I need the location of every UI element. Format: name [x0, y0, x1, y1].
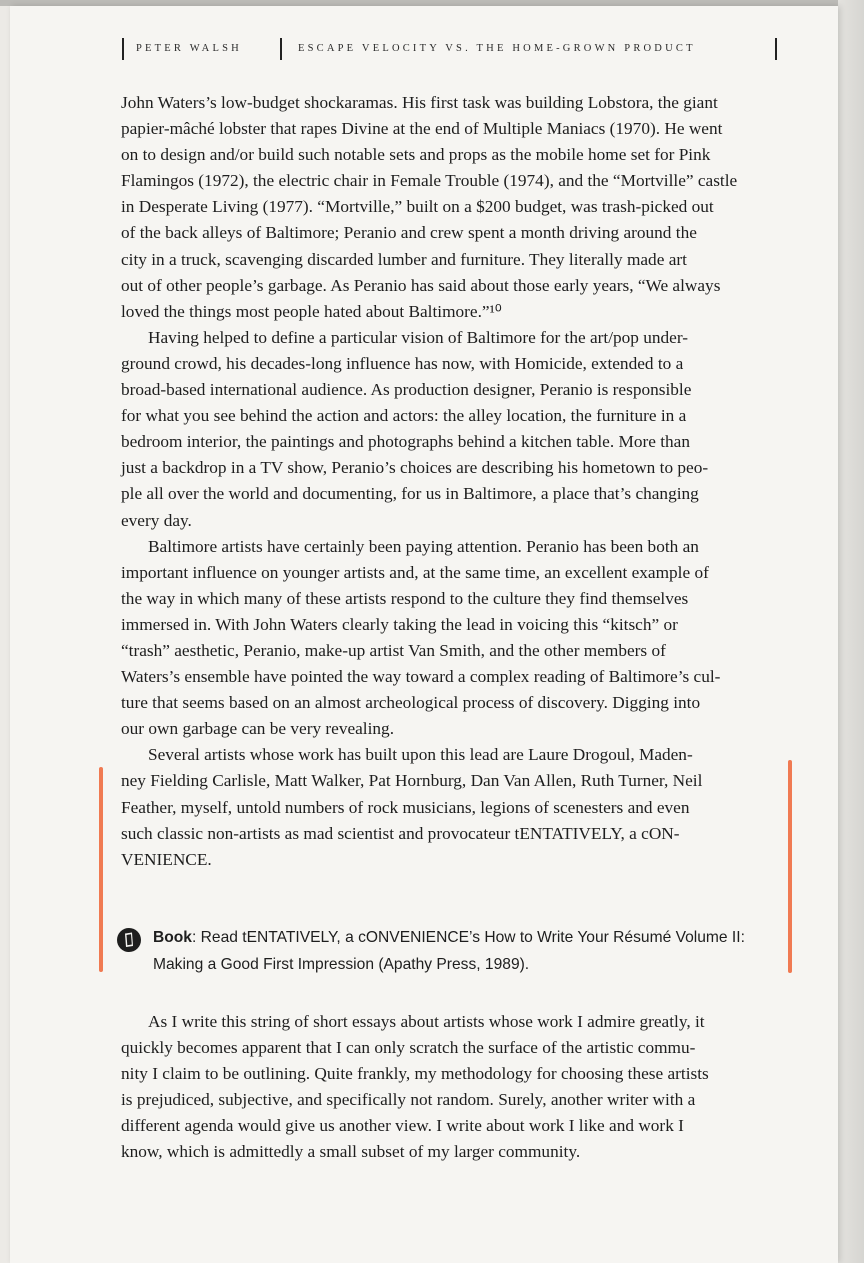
paragraph-2	[121, 325, 784, 534]
text-line: for what you see behind the action and actors: the alley location, the furniture in a	[121, 406, 687, 426]
text-line: broad-based international audience. As production designer, Peranio is responsible	[121, 380, 692, 400]
paragraph-4	[121, 742, 784, 872]
text-line: VENIENCE.	[121, 849, 212, 869]
text-line: of the back alleys of Baltimore; Peranio and crew spent a month driving around the	[121, 223, 697, 243]
text-line: Waters’s ensemble have pointed the way toward a complex reading of Baltimore’s cul-	[121, 667, 721, 687]
book-text-line-1: : Read tENTATIVELY, a cONVENIENCE’s How to Write Your Résumé Volume II:	[191, 929, 745, 946]
text-line: important influence on younger artists and, at the same time, an excellent example of	[121, 562, 709, 582]
text-line: out of other people’s garbage. As Peranio has said about those early years, “We always	[121, 275, 721, 295]
closing-paragraph	[121, 1009, 784, 1166]
text-line: city in a truck, scavenging discarded lumber and furniture. They literally made art	[121, 249, 687, 269]
text-line: As I write this string of short essays about artists whose work I admire greatly, it	[148, 1012, 705, 1031]
text-line: know, which is admittedly a small subset of my larger community.	[121, 1142, 581, 1162]
highlighter-mark-left	[99, 767, 103, 972]
text-line: papier-mâché lobster that rapes Divine at the end of Multiple Maniacs (1970). He went	[121, 119, 723, 139]
text-line: our own garbage can be very revealing.	[121, 719, 395, 739]
text-line: ground crowd, his decades-long influence has now, with Homicide, extended to a	[121, 353, 684, 373]
text-line: nity I claim to be outlining. Quite frankly, my methodology for choosing these artists	[121, 1064, 709, 1084]
book-label: Book	[153, 929, 192, 946]
text-line: Several artists whose work has built upon this lead are Laure Drogoul, Maden-	[148, 745, 693, 765]
text-line: ple all over the world and documenting, for us in Baltimore, a place that’s changing	[121, 484, 699, 504]
text-line: on to design and/or build such notable sets and props as the mobile home set for Pink	[121, 145, 711, 165]
running-head-rule-middle	[280, 38, 282, 60]
text-line: in Desperate Living (1977). “Mortville,” built on a $200 budget, was trash-picked out	[121, 197, 714, 217]
highlighter-mark-right	[788, 760, 792, 973]
body-text	[121, 90, 784, 873]
text-line: Flamingos (1972), the electric chair in Female Trouble (1974), and the “Mortville” castle	[121, 171, 738, 191]
book-text-line-2: Making a Good First Impression (Apathy Press, 1989).	[153, 956, 530, 973]
text-line: every day.	[121, 510, 192, 530]
text-line: Having helped to define a particular vision of Baltimore for the art/pop under-	[148, 327, 688, 347]
text-line: immersed in. With John Waters clearly taking the lead in voicing this “kitsch” or	[121, 614, 678, 634]
text-line: the way in which many of these artists respond to the culture they find themselves	[121, 588, 689, 608]
text-line: loved the things most people hated about Baltimore.”¹⁰	[121, 301, 502, 321]
text-line: Baltimore artists have certainly been paying attention. Peranio has been both an	[148, 536, 699, 556]
text-line: such classic non-artists as mad scientist and provocateur tENTATIVELY, a cON-	[121, 823, 680, 843]
text-line: ney Fielding Carlisle, Matt Walker, Pat Hornburg, Dan Van Allen, Ruth Turner, Neil	[121, 771, 703, 791]
book-icon	[116, 927, 142, 953]
paragraph-1	[121, 90, 784, 325]
paragraph-3	[121, 534, 784, 743]
text-line: Feather, myself, untold numbers of rock musicians, legions of scenesters and even	[121, 797, 690, 817]
text-line: is prejudiced, subjective, and specifically not random. Surely, another writer with a	[121, 1090, 696, 1110]
running-head-rule-left	[122, 38, 124, 60]
text-line: quickly becomes apparent that I can only scratch the surface of the artistic commu-	[121, 1038, 696, 1058]
running-head-rule-right	[775, 38, 777, 60]
text-line: “trash” aesthetic, Peranio, make-up artist Van Smith, and the other members of	[121, 640, 666, 660]
text-line: ture that seems based on an almost archeological process of discovery. Digging into	[121, 693, 701, 713]
book-callout-line-2	[153, 951, 773, 978]
text-line: John Waters’s low-budget shockaramas. His first task was building Lobstora, the giant	[121, 93, 718, 112]
running-head-author: PETER WALSH	[136, 43, 242, 54]
text-line: just a backdrop in a TV show, Peranio’s choices are describing his hometown to peo-	[121, 458, 709, 478]
text-line: different agenda would give us another view. I write about work I like and work I	[121, 1116, 684, 1136]
running-head-title: ESCAPE VELOCITY VS. THE HOME-GROWN PRODUCT	[298, 43, 696, 54]
book-callout-text	[153, 924, 773, 951]
running-head	[120, 38, 780, 62]
scan-right-edge	[838, 0, 864, 1263]
text-line: bedroom interior, the paintings and photographs behind a kitchen table. More than	[121, 432, 690, 452]
